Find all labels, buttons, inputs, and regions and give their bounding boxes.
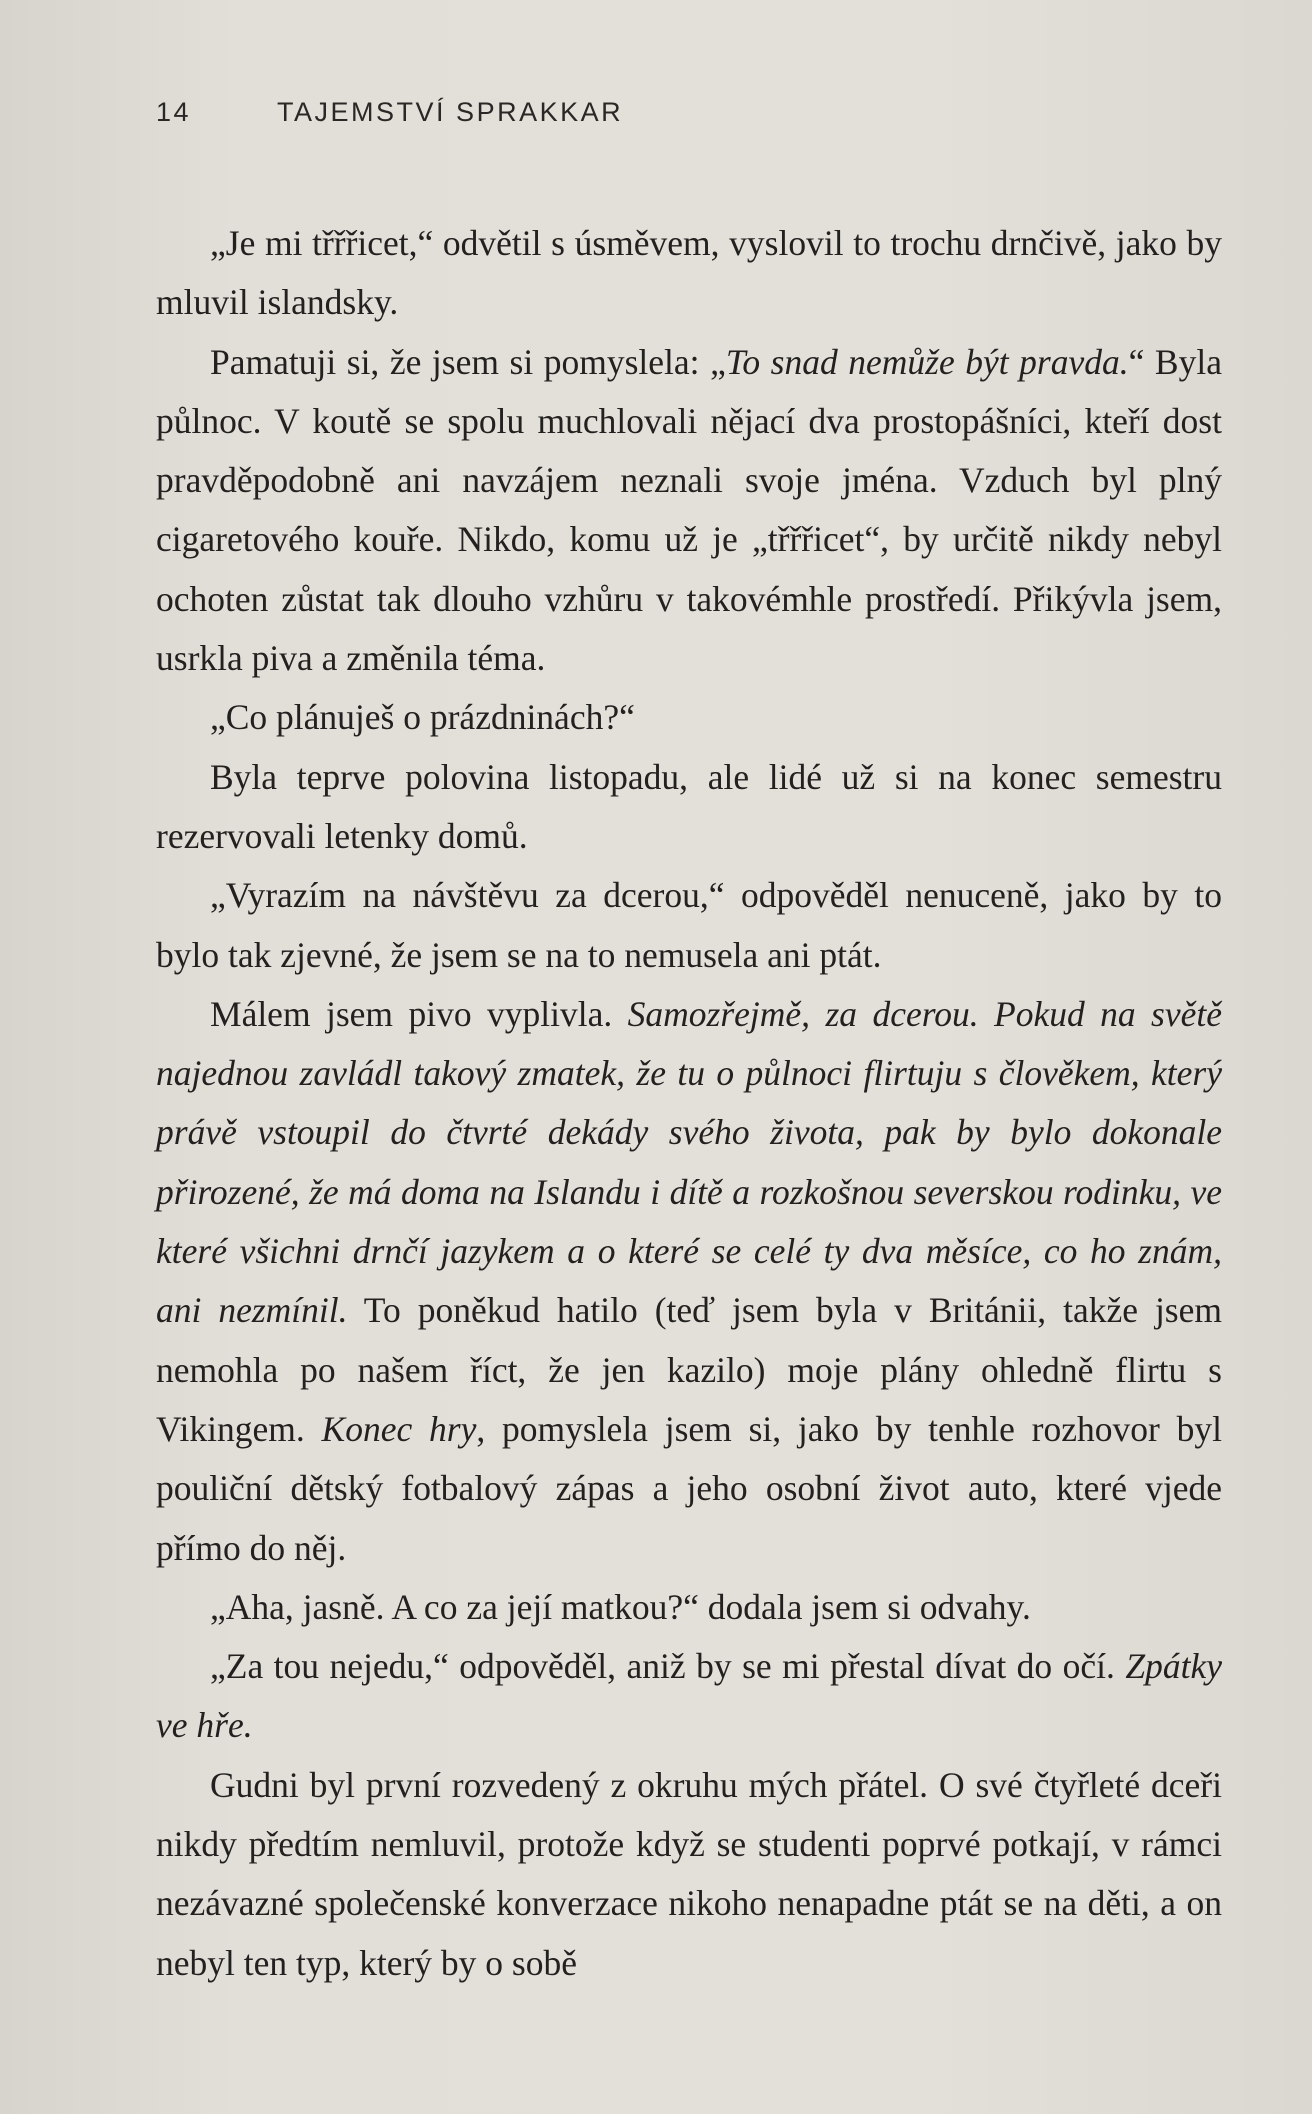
- text-segment: Málem jsem pivo vyplivla.: [210, 993, 628, 1034]
- paragraph: [156, 866, 1222, 985]
- text-segment: Byla teprve polovina listopadu, ale lidé už si na konec semestru rezervovali letenky domů.: [156, 756, 1222, 856]
- text-segment: „Vyrazím na návštěvu za dcerou,“ odpověděl nenuceně, jako by to bylo tak zjevné, že jsem se na to nemusela ani ptát.: [156, 875, 1222, 975]
- italic-segment: Konec hry: [321, 1408, 477, 1449]
- paragraph: [156, 333, 1222, 689]
- paragraph: [156, 1578, 1222, 1637]
- italic-segment: Zpátky ve hře.: [156, 1646, 1222, 1746]
- text-segment: „Za tou nejedu,“ odpověděl, aniž by se mi přestal dívat do očí.: [210, 1646, 1126, 1687]
- running-head: [156, 92, 623, 132]
- page-number: 14: [156, 96, 192, 127]
- text-segment: „Co plánuješ o prázdninách?“: [210, 697, 635, 738]
- paragraph: [156, 748, 1222, 867]
- paragraph: [156, 1756, 1222, 1993]
- text-segment: To poněkud hatilo (teď jsem byla v Británii, takže jsem nemohla po našem říct, že jen kazilo) moje plány ohledně flirtu s Vikingem.: [156, 1290, 1222, 1449]
- text-segment: Pamatuji si, že jsem si pomyslela: „: [210, 341, 726, 382]
- paragraph: [156, 688, 1222, 747]
- running-title: TAJEMSTVÍ SPRAKKAR: [277, 96, 624, 127]
- text-segment: „Je mi třřřicet,“ odvětil s úsměvem, vyslovil to trochu drnčivě, jako by mluvil islandsky.: [156, 223, 1222, 323]
- body-text: [156, 214, 1222, 1993]
- text-segment: Gudni byl první rozvedený z okruhu mých přátel. O své čtyřleté dceři nikdy předtím nemluvil, protože když se studenti poprvé potkají, v rámci nezávazné společenské konverzace nikoho nenapadne ptát se na děti, a on nebyl ten typ, který by o sobě: [156, 1764, 1222, 1983]
- paragraph: [156, 985, 1222, 1578]
- text-segment: , pomyslela jsem si, jako by tenhle rozhovor byl pouliční dětský fotbalový zápas a jeho osobní život auto, které vjede přímo do něj.: [156, 1408, 1222, 1568]
- text-segment: „Aha, jasně. A co za její matkou?“ dodala jsem si odvahy.: [210, 1586, 1031, 1627]
- paragraph: [156, 1637, 1222, 1756]
- italic-segment: To snad nemůže být pravda.: [725, 341, 1129, 382]
- paragraph: [156, 214, 1222, 333]
- text-segment: “ Byla půlnoc. V koutě se spolu muchlovali nějací dva prostopášníci, kteří dost pravděpodobně ani navzájem neznali svoje jména. Vzduch byl plný cigaretového kouře. Nikdo, komu už je „třřřicet“, by určitě nikdy nebyl ochoten zůstat tak dlouho vzhůru v takovémhle prostředí. Přikývla jsem, usrkla piva a změnila téma.: [156, 341, 1222, 679]
- italic-segment: Samozřejmě, za dcerou. Pokud na světě najednou zavládl takový zmatek, že tu o půlnoci flirtuju s člověkem, který právě vstoupil do čtvrté dekády svého života, pak by bylo dokonale přirozené, že má doma na Islandu i dítě a rozkošnou severskou rodinku, ve které všichni drnčí jazykem a o které se celé ty dva měsíce, co ho znám, ani nezmínil.: [156, 993, 1223, 1331]
